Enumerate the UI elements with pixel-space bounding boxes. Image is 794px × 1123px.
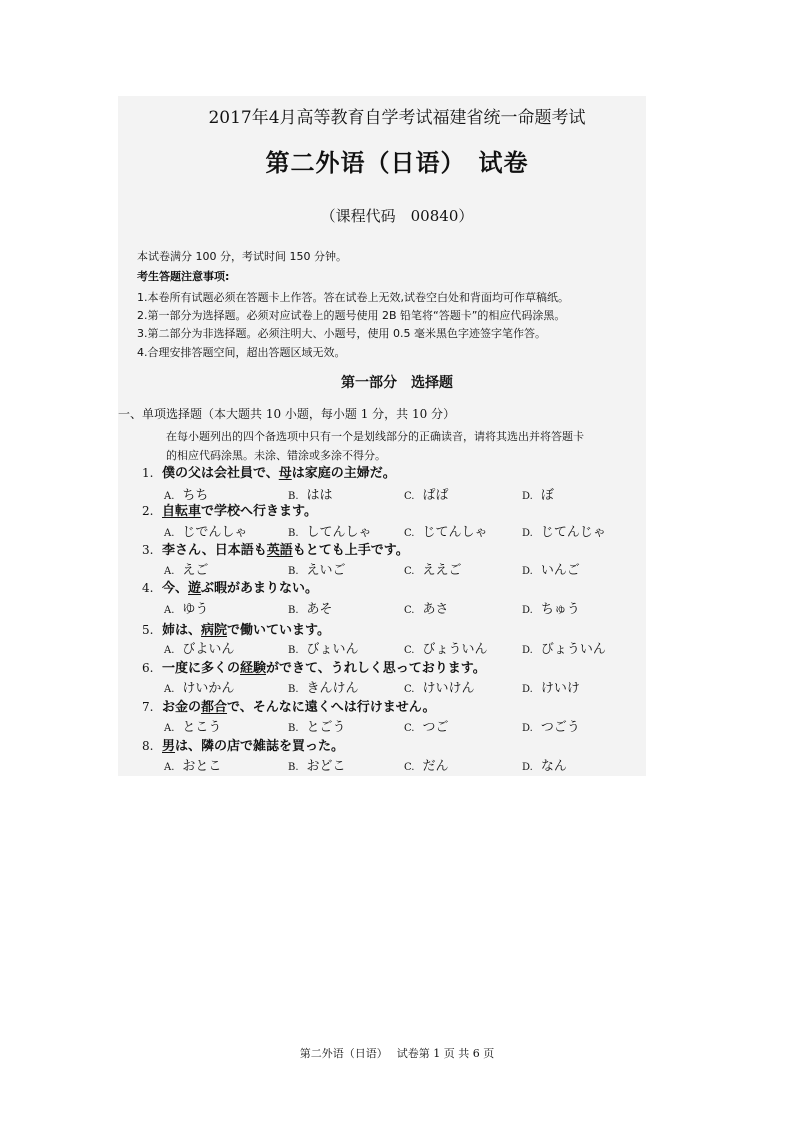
answer-option [288, 521, 372, 540]
underlined-word: 遊 [188, 581, 202, 596]
option-text: つごう [540, 720, 580, 735]
stem-text: 一度に多くの [162, 661, 241, 676]
option-text: つご [422, 720, 449, 735]
question-number: 6. [142, 661, 154, 675]
option-text: あそ [306, 602, 333, 617]
stem-text: もとても上手です。 [292, 543, 409, 558]
section-heading: 一、单项选择题（本大题共 10 小题，每小题 1 分，共 10 分） [118, 407, 456, 421]
section-instruction: 在每小题列出的四个备选项中只有一个是划线部分的正确读音，请将其选出并将答题卡 [166, 430, 584, 443]
question-stem [142, 696, 436, 715]
option-letter: C. [404, 684, 415, 695]
answer-option [404, 716, 449, 735]
question-number: 7. [142, 700, 154, 714]
stem-text: 姉は、 [162, 623, 202, 638]
answer-option [404, 559, 462, 578]
option-text: びょういん [540, 642, 606, 657]
question-number: 1. [142, 466, 154, 480]
page-footer: 第二外语（日语） 试卷第 1 页 共 6 页 [299, 1047, 495, 1060]
option-text: じてんしゃ [422, 525, 488, 540]
question-stem [142, 539, 409, 558]
stem-text: ぶ暇があまりない。 [201, 581, 319, 596]
answer-option [522, 484, 554, 503]
answer-option [164, 598, 208, 617]
option-letter: D. [522, 566, 533, 577]
section-instruction: 的相应代码涂黑。未涂、错涂或多涂不得分。 [166, 449, 386, 462]
option-letter: C. [404, 645, 415, 656]
answer-option [288, 638, 359, 657]
underlined-word: 男 [162, 739, 176, 754]
option-letter: C. [404, 605, 415, 616]
stem-text: お金の [162, 700, 202, 715]
stem-text: 今、 [162, 581, 189, 596]
option-text: ええご [422, 563, 462, 578]
option-letter: B. [288, 762, 299, 773]
notes-heading: 考生答题注意事项: [137, 270, 230, 283]
option-text: なん [540, 759, 567, 774]
underlined-word: 都合 [201, 700, 228, 715]
question-stem [142, 619, 330, 638]
option-letter: B. [288, 528, 299, 539]
question-number: 8. [142, 739, 154, 753]
option-letter: B. [288, 645, 299, 656]
option-text: あさ [422, 602, 449, 617]
stem-text: で、そんなに遠くへは行けません。 [227, 700, 436, 715]
answer-option [164, 677, 234, 696]
option-letter: D. [522, 491, 533, 502]
option-letter: D. [522, 723, 533, 734]
answer-option [522, 598, 580, 617]
stem-text: は家庭の主婦だ。 [291, 466, 396, 481]
option-letter: D. [522, 605, 533, 616]
answer-option [522, 755, 567, 774]
note-item: 4.合理安排答题空间，超出答题区域无效。 [137, 346, 346, 359]
answer-option [288, 559, 346, 578]
underlined-word: 経験 [240, 661, 267, 676]
option-letter: B. [288, 491, 299, 502]
option-text: ちち [182, 488, 209, 503]
answer-option [288, 755, 346, 774]
answer-option [404, 598, 449, 617]
option-text: ぼ [540, 488, 554, 503]
subject-title: 第二外语（日语） 试卷 [265, 148, 529, 177]
option-text: びょいん [306, 642, 359, 657]
option-text: えいご [306, 563, 346, 578]
answer-option [404, 677, 475, 696]
underlined-word: 自転車 [162, 504, 202, 519]
option-letter: A. [164, 491, 175, 502]
answer-option [404, 484, 449, 503]
answer-option [404, 521, 488, 540]
answer-option [404, 755, 449, 774]
option-text: いんご [540, 563, 580, 578]
option-text: だん [422, 759, 449, 774]
option-text: けいけ [540, 681, 580, 696]
option-text: えご [182, 563, 209, 578]
answer-option [164, 638, 234, 657]
option-letter: A. [164, 645, 175, 656]
answer-option [288, 677, 359, 696]
answer-option [164, 716, 221, 735]
option-text: けいかん [182, 681, 235, 696]
question-stem [142, 577, 318, 596]
answer-option [522, 716, 580, 735]
option-letter: B. [288, 723, 299, 734]
course-code: （课程代码 00840） [320, 207, 474, 225]
option-letter: C. [404, 762, 415, 773]
question-number: 5. [142, 623, 154, 637]
stem-text: で学校へ行きます。 [201, 504, 317, 519]
option-letter: D. [522, 684, 533, 695]
underlined-word: 英語 [266, 543, 293, 558]
answer-option [288, 598, 333, 617]
option-letter: C. [404, 566, 415, 577]
answer-option [288, 716, 346, 735]
question-stem [142, 735, 344, 754]
answer-option [522, 677, 580, 696]
stem-text: は、隣の店で雑誌を買った。 [175, 739, 345, 754]
option-text: おとこ [182, 759, 222, 774]
stem-text: 僕の父は会社員で、 [162, 466, 279, 481]
question-stem [142, 657, 486, 676]
answer-option [164, 521, 247, 540]
answer-option [522, 559, 580, 578]
option-text: きんけん [306, 681, 359, 696]
option-text: びょういん [422, 642, 488, 657]
question-stem [142, 462, 396, 481]
stem-text: 李さん、日本語も [162, 543, 267, 558]
option-text: とこう [182, 720, 222, 735]
option-letter: D. [522, 762, 533, 773]
option-text: おどこ [306, 759, 346, 774]
option-letter: A. [164, 528, 175, 539]
option-text: とごう [306, 720, 346, 735]
option-text: ちゅう [540, 602, 580, 617]
answer-option [164, 755, 221, 774]
question-number: 2. [142, 504, 154, 518]
stem-text: で働いています。 [227, 623, 330, 638]
option-letter: B. [288, 566, 299, 577]
option-letter: A. [164, 605, 175, 616]
option-letter: D. [522, 645, 533, 656]
option-text: ぱぱ [422, 488, 449, 503]
underlined-word: 母 [278, 466, 292, 481]
option-letter: C. [404, 528, 415, 539]
answer-option [522, 638, 606, 657]
note-item: 3.第二部分为非选择题。必须注明大、小题号，使用 0.5 毫米黑色字迹签字笔作答。 [137, 327, 546, 340]
option-letter: C. [404, 723, 415, 734]
option-letter: A. [164, 684, 175, 695]
option-text: してんしゃ [306, 525, 372, 540]
option-letter: C. [404, 491, 415, 502]
option-letter: B. [288, 684, 299, 695]
option-letter: A. [164, 762, 175, 773]
part-title: 第一部分 选择题 [341, 375, 453, 391]
answer-option [164, 559, 208, 578]
question-number: 3. [142, 543, 154, 557]
underlined-word: 病院 [201, 623, 228, 638]
question-stem [142, 500, 317, 519]
option-text: はは [306, 488, 333, 503]
exam-title: 2017年4月高等教育自学考试福建省统一命题考试 [208, 108, 586, 128]
note-item: 1.本卷所有试题必须在答题卡上作答。答在试卷上无效,试卷空白处和背面均可作草稿纸。 [137, 291, 569, 304]
answer-option [404, 638, 488, 657]
option-text: じてんじゃ [540, 525, 606, 540]
stem-text: ができて、うれしく思っております。 [266, 661, 486, 676]
option-letter: A. [164, 566, 175, 577]
answer-option [522, 521, 606, 540]
exam-info: 本试卷满分 100 分，考试时间 150 分钟。 [137, 250, 347, 263]
option-text: けいけん [422, 681, 475, 696]
option-letter: B. [288, 605, 299, 616]
option-text: じでんしゃ [182, 525, 248, 540]
option-letter: A. [164, 723, 175, 734]
question-number: 4. [142, 581, 154, 595]
option-letter: D. [522, 528, 533, 539]
note-item: 2.第一部分为选择题。必须对应试卷上的题号使用 2B 铅笔将“答题卡”的相应代码涂黑。 [137, 309, 566, 322]
option-text: ゆう [182, 602, 209, 617]
option-text: びよいん [182, 642, 235, 657]
